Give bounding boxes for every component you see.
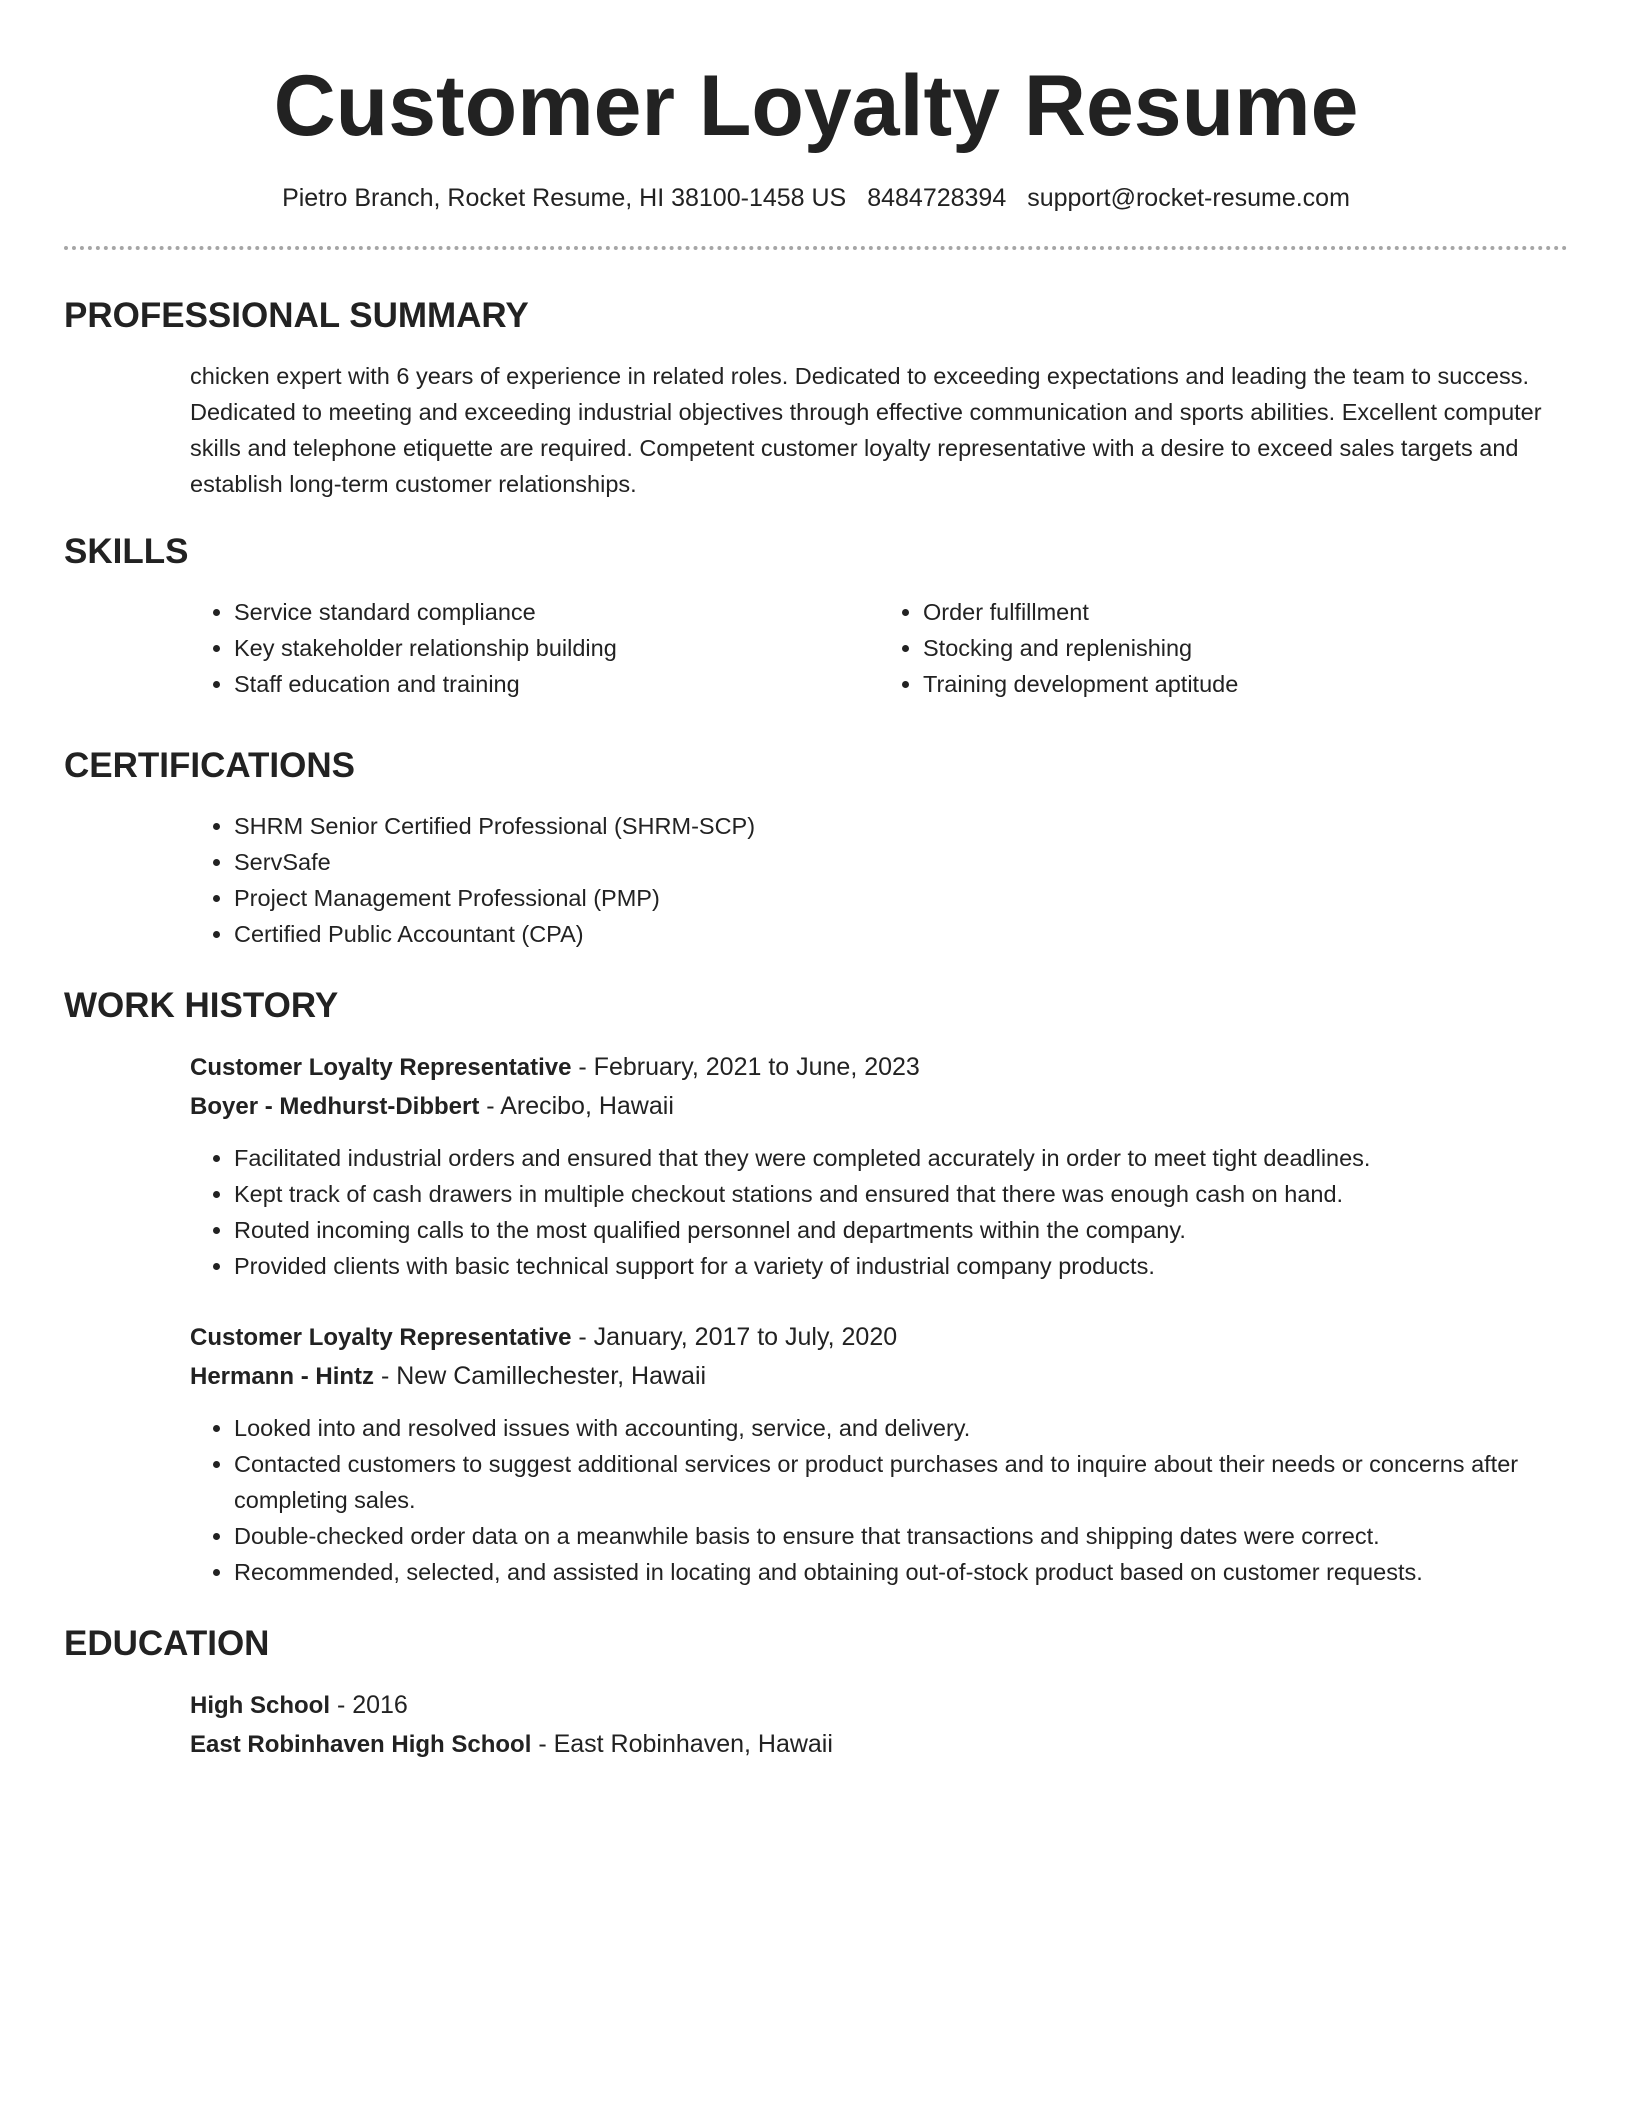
job-title-line — [190, 1318, 1568, 1357]
certifications-section — [64, 744, 1568, 952]
contact-line — [64, 182, 1568, 214]
education-degree: High School — [190, 1692, 330, 1719]
job-bullet: • Provided clients with basic technical support for a variety of industrial company products. — [234, 1248, 1568, 1284]
job-company-line — [190, 1357, 1568, 1396]
job-entry — [190, 1318, 1568, 1590]
certification-item: • Certified Public Accountant (CPA) — [234, 916, 1568, 952]
skills-list-right — [879, 594, 1568, 702]
certifications-list — [190, 808, 1568, 952]
education-school-line — [190, 1725, 1568, 1764]
job-bullet: • Routed incoming calls to the most qualified personnel and departments within the company. — [234, 1212, 1568, 1248]
resume-header — [64, 0, 1568, 214]
skill-item: • Key stakeholder relationship building — [234, 630, 879, 666]
job-title-line — [190, 1048, 1568, 1087]
job-bullet: • Looked into and resolved issues with accounting, service, and delivery. — [234, 1410, 1568, 1446]
summary-heading: PROFESSIONAL SUMMARY — [64, 296, 529, 335]
certification-item: • ServSafe — [234, 844, 1568, 880]
education-school: East Robinhaven High School — [190, 1731, 532, 1758]
summary-text: chicken expert with 6 years of experience in related roles. Dedicated to exceeding expectations and leading the team to success. Dedicated to meeting and exceeding industrial objectives through effective communication and sports abilities. Excellent computer skills and telephone etiquette are required. Competent customer loyalty representative with a desire to exceed sales targets and establish long-term customer relationships. — [190, 363, 1542, 497]
education-section — [64, 1622, 1568, 1764]
job-dates: - January, 2017 to July, 2020 — [571, 1323, 898, 1351]
skills-list-left — [190, 594, 879, 702]
skill-item: • Service standard compliance — [234, 594, 879, 630]
job-location: - Arecibo, Hawaii — [479, 1092, 674, 1120]
job-bullets — [190, 1410, 1568, 1590]
education-location: - East Robinhaven, Hawaii — [531, 1730, 833, 1758]
skill-item: • Training development aptitude — [923, 666, 1568, 702]
job-company-line — [190, 1087, 1568, 1126]
summary-body — [64, 358, 1568, 502]
job-bullet: • Contacted customers to suggest additional services or product purchases and to inquire about their needs or concerns after completing sales. — [234, 1446, 1568, 1518]
education-body — [64, 1686, 1568, 1764]
job-company: Boyer - Medhurst-Dibbert — [190, 1093, 480, 1120]
header-divider — [64, 246, 1568, 250]
contact-phone: 8484728394 — [867, 184, 1007, 212]
job-bullet: • Kept track of cash drawers in multiple checkout stations and ensured that there was enough cash on hand. — [234, 1176, 1568, 1212]
summary-section — [64, 294, 1568, 502]
job-title: Customer Loyalty Representative — [190, 1054, 572, 1081]
job-company: Hermann - Hintz — [190, 1363, 375, 1390]
skills-heading: SKILLS — [64, 532, 189, 571]
job-entry — [190, 1048, 1568, 1284]
skills-section — [64, 530, 1568, 702]
job-location: - New Camillechester, Hawaii — [374, 1362, 707, 1390]
education-year: - 2016 — [330, 1691, 408, 1719]
job-title: Customer Loyalty Representative — [190, 1324, 572, 1351]
work-history-heading: WORK HISTORY — [64, 986, 339, 1025]
certification-item: • Project Management Professional (PMP) — [234, 880, 1568, 916]
job-bullet: • Recommended, selected, and assisted in locating and obtaining out-of-stock product based on customer requests. — [234, 1554, 1568, 1590]
work-history-section — [64, 984, 1568, 1590]
resume-title: Customer Loyalty Resume — [273, 58, 1359, 154]
certifications-body — [64, 808, 1568, 952]
skill-item: • Stocking and replenishing — [923, 630, 1568, 666]
education-degree-line — [190, 1686, 1568, 1725]
skill-item: • Staff education and training — [234, 666, 879, 702]
education-heading: EDUCATION — [64, 1624, 270, 1663]
job-bullets — [190, 1140, 1568, 1284]
job-bullet: • Double-checked order data on a meanwhile basis to ensure that transactions and shipping dates were correct. — [234, 1518, 1568, 1554]
work-history-body — [64, 1048, 1568, 1590]
skills-grid — [64, 594, 1568, 702]
job-bullet: • Facilitated industrial orders and ensured that they were completed accurately in order to meet tight deadlines. — [234, 1140, 1568, 1176]
skill-item: • Order fulfillment — [923, 594, 1568, 630]
contact-email: support@rocket-resume.com — [1027, 184, 1350, 212]
job-dates: - February, 2021 to June, 2023 — [571, 1053, 920, 1081]
contact-address: Pietro Branch, Rocket Resume, HI 38100-1458 US — [282, 184, 847, 212]
certification-item: • SHRM Senior Certified Professional (SHRM-SCP) — [234, 808, 1568, 844]
certifications-heading: CERTIFICATIONS — [64, 746, 356, 785]
